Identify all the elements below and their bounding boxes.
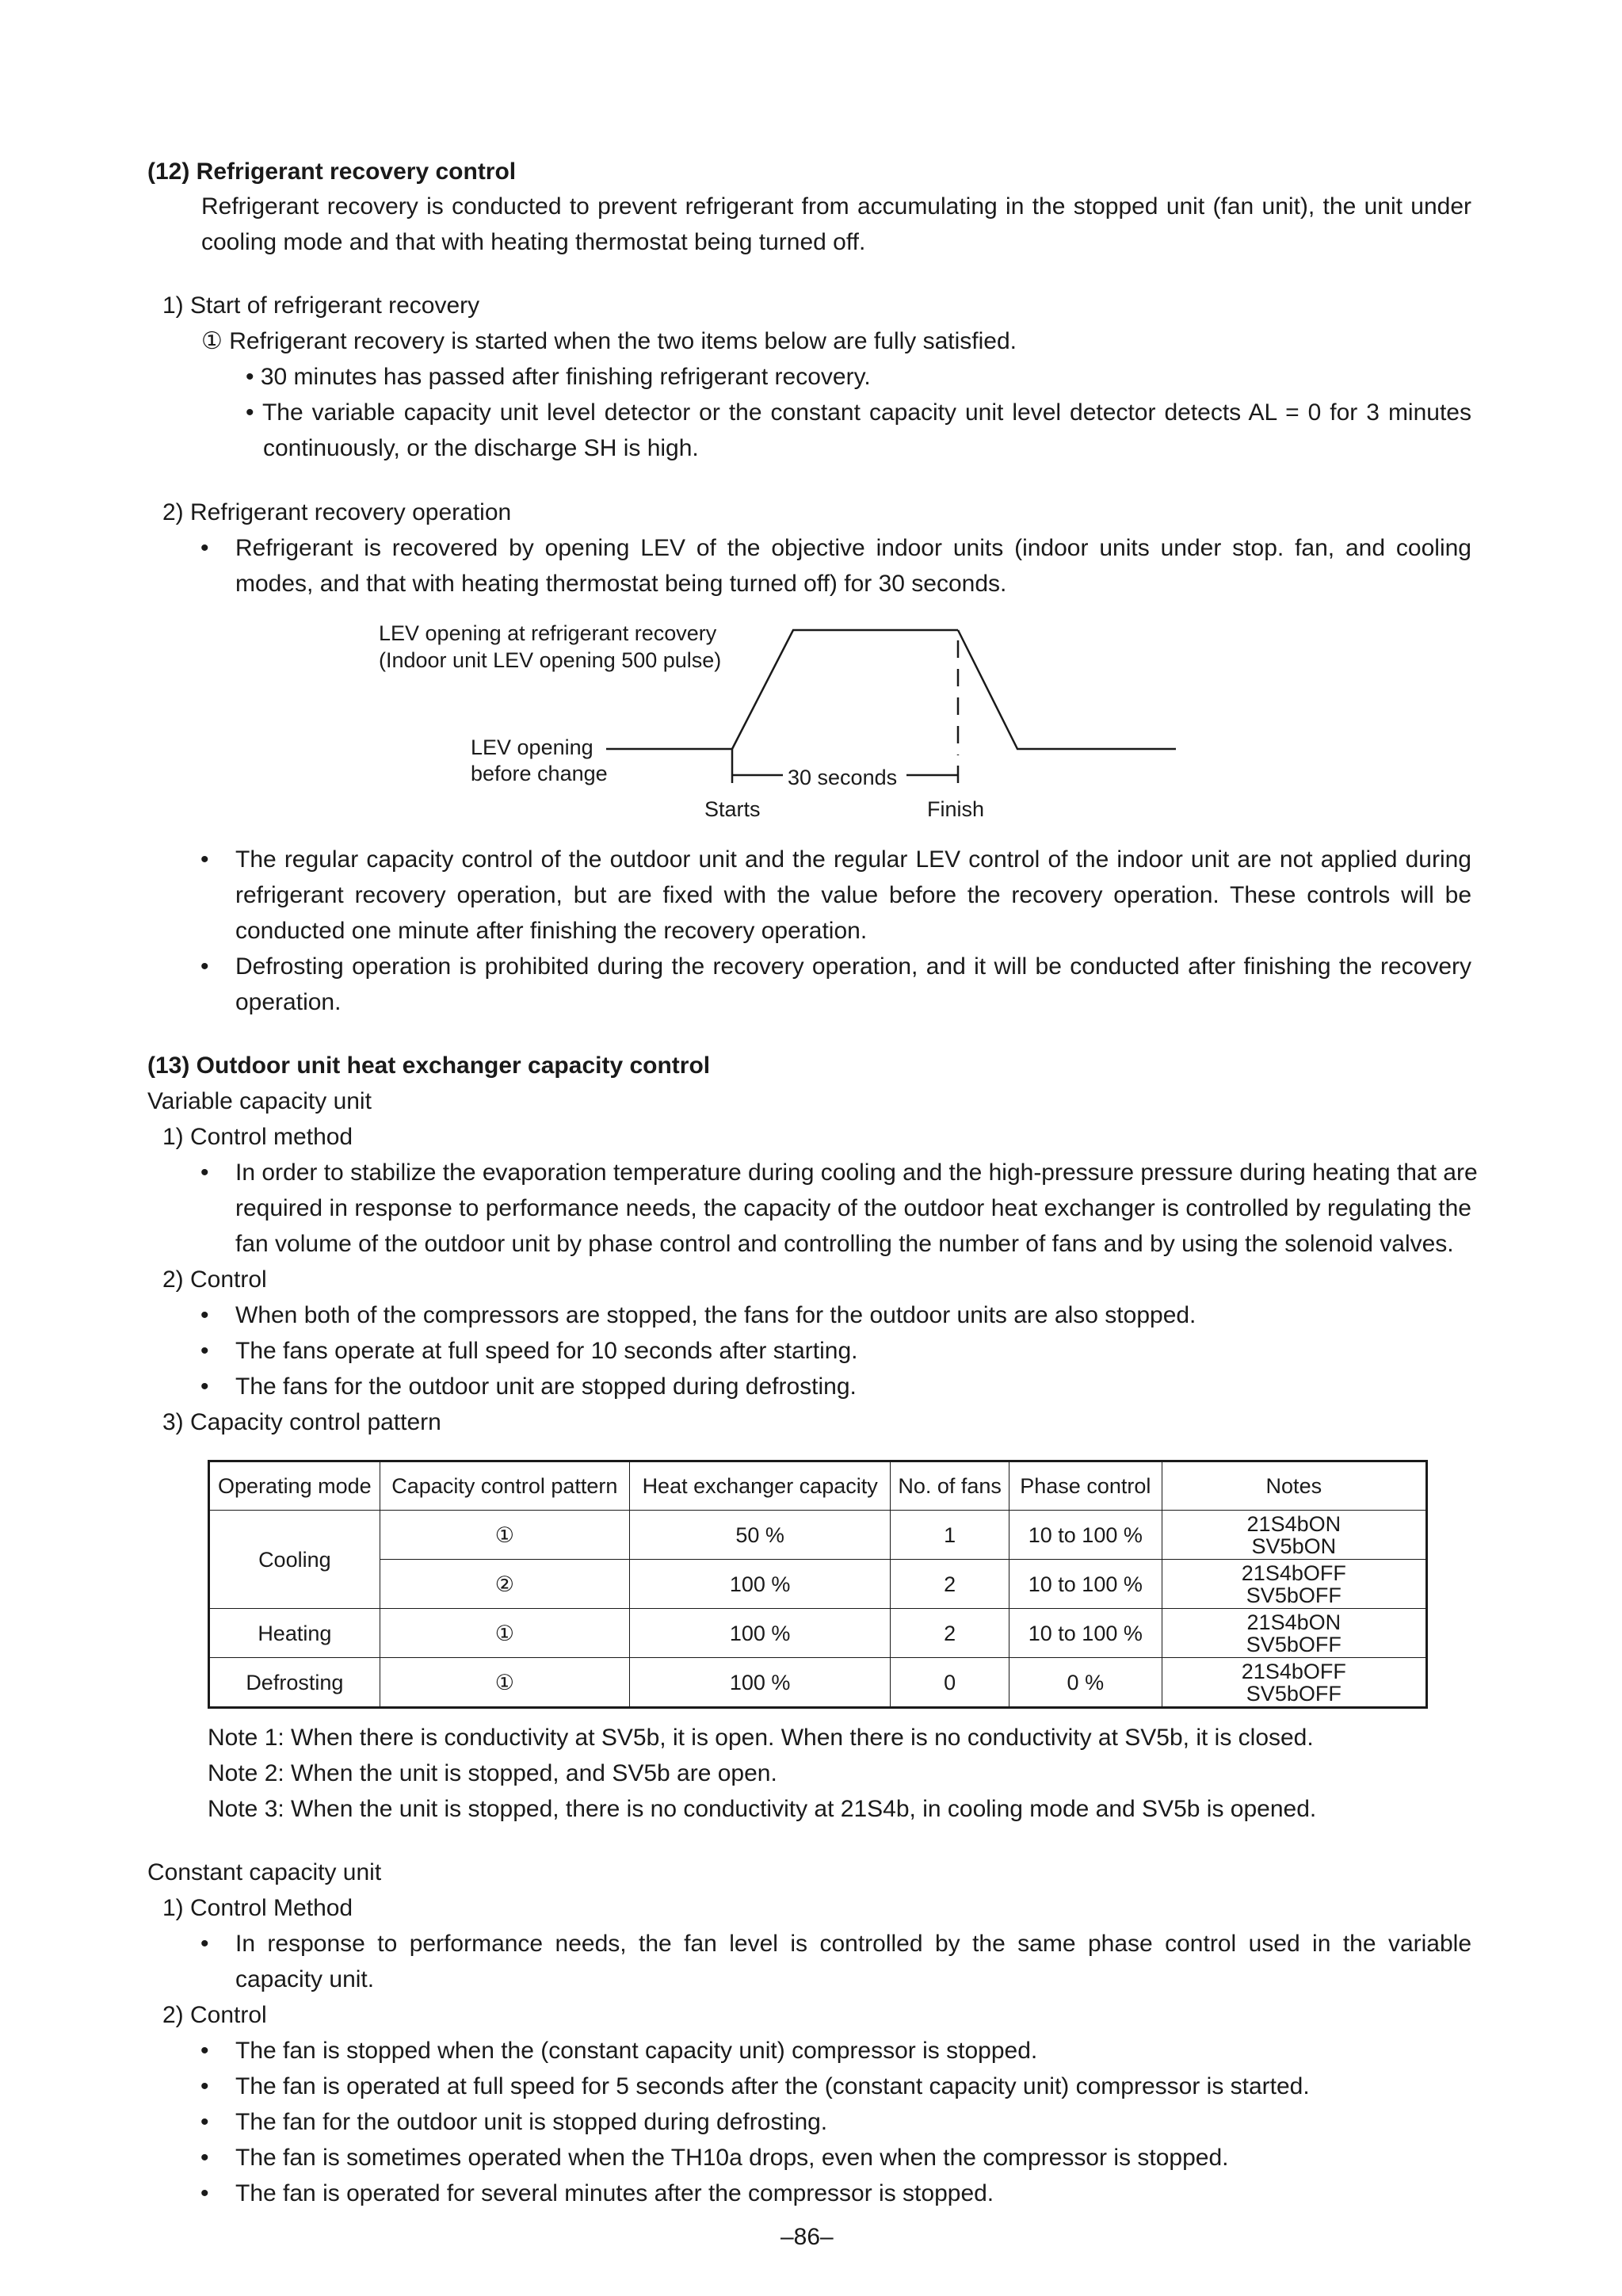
header-notes: Notes bbox=[1162, 1461, 1426, 1511]
v-item-3-title: 3) Capacity control pattern bbox=[162, 1409, 441, 1435]
header-phase-control: Phase control bbox=[1009, 1461, 1162, 1511]
bullet-marker: • bbox=[200, 2073, 209, 2099]
cell-mode-heating: Heating bbox=[209, 1609, 380, 1658]
header-no-of-fans: No. of fans bbox=[891, 1461, 1009, 1511]
section-13-heading: (13) Outdoor unit heat exchanger capacity control bbox=[147, 1052, 711, 1079]
note-line: SV5bON bbox=[1251, 1534, 1337, 1558]
cell-fans: 1 bbox=[891, 1511, 1009, 1560]
ramp-up-and-plateau bbox=[732, 630, 958, 749]
variable-capacity-title: Variable capacity unit bbox=[147, 1088, 372, 1114]
cell-notes bbox=[1162, 1511, 1426, 1560]
bullet-marker: • bbox=[200, 2109, 209, 2135]
page-number: –86– bbox=[780, 2224, 834, 2250]
section-12-intro-line-1: Refrigerant recovery is conducted to prevent refrigerant from accumulating in the stopped unit (fan unit), the unit under bbox=[201, 193, 1471, 220]
item-2-bullet-1-line-1: Refrigerant is recovered by opening LEV of the objective indoor units (indoor units under stop. fan, and cooling bbox=[235, 535, 1471, 561]
v-item-1-bullet-line-3: fan volume of the outdoor unit by phase control and controlling the number of fans and by using the solenoid valves. bbox=[235, 1231, 1454, 1257]
diagram-label-start: Starts bbox=[704, 797, 761, 821]
item-1-condition: ① Refrigerant recovery is started when the two items below are fully satisfied. bbox=[201, 328, 1017, 354]
bullet-marker: • bbox=[200, 1159, 209, 1186]
diagram-label-top-2: (Indoor unit LEV opening 500 pulse) bbox=[379, 648, 722, 672]
diagram-label-duration: 30 seconds bbox=[788, 766, 898, 789]
note-line: SV5bOFF bbox=[1246, 1681, 1341, 1706]
c-item-2-bullet-2: The fan is operated at full speed for 5 seconds after the (constant capacity unit) compressor is started. bbox=[235, 2073, 1310, 2099]
cell-fans: 0 bbox=[891, 1658, 1009, 1708]
table-header-row bbox=[209, 1461, 1427, 1511]
item-2-bullet-3-line-2: operation. bbox=[235, 989, 342, 1015]
c-item-2-bullet-4: The fan is sometimes operated when the TH10a drops, even when the compressor is stopped. bbox=[235, 2145, 1229, 2171]
cell-phase: 10 to 100 % bbox=[1009, 1560, 1162, 1609]
table-row bbox=[209, 1609, 1427, 1658]
diagram-label-before-2: before change bbox=[471, 762, 608, 785]
bullet-marker: • bbox=[200, 846, 209, 873]
cell-mode-cooling: Cooling bbox=[209, 1511, 380, 1609]
v-item-2-bullet-3: The fans for the outdoor unit are stopped during defrosting. bbox=[235, 1373, 857, 1400]
cell-fans: 2 bbox=[891, 1609, 1009, 1658]
note-line: 21S4bON bbox=[1246, 1610, 1341, 1634]
section-12-heading: (12) Refrigerant recovery control bbox=[147, 159, 517, 185]
diagram-label-before-1: LEV opening bbox=[471, 735, 593, 759]
note-line: SV5bOFF bbox=[1246, 1583, 1341, 1607]
cell-pattern: ① bbox=[380, 1658, 629, 1708]
c-item-2-bullet-3: The fan for the outdoor unit is stopped during defrosting. bbox=[235, 2109, 828, 2135]
c-item-2-title: 2) Control bbox=[162, 2002, 267, 2028]
diagram-label-top-1: LEV opening at refrigerant recovery bbox=[379, 621, 717, 645]
item-2-bullet-2-line-2: refrigerant recovery operation, but are fixed with the value before the recovery operation. These controls will be bbox=[235, 882, 1471, 908]
v-item-1-bullet-line-1: In order to stabilize the evaporation temperature during cooling and the high-pressure pressure during heating that are bbox=[235, 1159, 1478, 1186]
bullet-marker: • bbox=[200, 535, 209, 561]
header-capacity-pattern: Capacity control pattern bbox=[380, 1461, 629, 1511]
constant-capacity-title: Constant capacity unit bbox=[147, 1859, 382, 1885]
table-row bbox=[209, 1511, 1427, 1560]
cell-notes bbox=[1162, 1560, 1426, 1609]
note-line: SV5bOFF bbox=[1246, 1632, 1341, 1656]
c-item-1-title: 1) Control Method bbox=[162, 1895, 353, 1921]
bullet-marker: • bbox=[200, 1338, 209, 1364]
bullet-marker: • bbox=[200, 1931, 209, 1957]
item-1-bullet-1: • 30 minutes has passed after finishing refrigerant recovery. bbox=[246, 364, 871, 390]
cell-pattern: ① bbox=[380, 1511, 629, 1560]
cell-capacity: 100 % bbox=[630, 1609, 891, 1658]
cell-notes bbox=[1162, 1658, 1426, 1708]
table-note-3: Note 3: When the unit is stopped, there is no conductivity at 21S4b, in cooling mode and SV5b is opened. bbox=[208, 1796, 1317, 1822]
table-note-1: Note 1: When there is conductivity at SV5b, it is open. When there is no conductivity at SV5b, it is closed. bbox=[208, 1725, 1314, 1751]
note-line: 21S4bON bbox=[1246, 1511, 1341, 1536]
item-1-bullet-2-line-1: • The variable capacity unit level detector or the constant capacity unit level detector detects AL = 0 for 3 minutes bbox=[246, 399, 1471, 426]
c-item-1-bullet-line-1: In response to performance needs, the fan level is controlled by the same phase control used in the variable bbox=[235, 1931, 1471, 1957]
c-item-2-bullet-1: The fan is stopped when the (constant capacity unit) compressor is stopped. bbox=[235, 2038, 1038, 2064]
cell-pattern: ② bbox=[380, 1560, 629, 1609]
bullet-marker: • bbox=[200, 1302, 209, 1328]
bullet-marker: • bbox=[200, 953, 209, 980]
item-2-bullet-2-line-1: The regular capacity control of the outdoor unit and the regular LEV control of the indoor unit are not applied during bbox=[235, 846, 1471, 873]
c-item-2-bullet-5: The fan is operated for several minutes after the compressor is stopped. bbox=[235, 2180, 994, 2206]
cell-phase: 10 to 100 % bbox=[1009, 1609, 1162, 1658]
capacity-control-table bbox=[208, 1460, 1428, 1709]
bullet-marker: • bbox=[200, 2038, 209, 2064]
table-row bbox=[209, 1560, 1427, 1609]
v-item-2-bullet-2: The fans operate at full speed for 10 seconds after starting. bbox=[235, 1338, 858, 1364]
cell-mode-defrosting: Defrosting bbox=[209, 1658, 380, 1708]
cell-pattern: ① bbox=[380, 1609, 629, 1658]
cell-phase: 10 to 100 % bbox=[1009, 1511, 1162, 1560]
bullet-marker: • bbox=[200, 1373, 209, 1400]
v-item-1-bullet-line-2: required in response to performance needs, the capacity of the outdoor heat exchanger is controlled by regulating the bbox=[235, 1195, 1471, 1221]
item-2-bullet-2-line-3: conducted one minute after finishing the recovery operation. bbox=[235, 918, 868, 944]
note-line: 21S4bOFF bbox=[1241, 1659, 1346, 1683]
item-1-bullet-2-line-2: continuously, or the discharge SH is high. bbox=[263, 435, 699, 461]
diagram-label-finish: Finish bbox=[927, 797, 985, 821]
bullet-marker: • bbox=[200, 2180, 209, 2206]
header-heat-exchanger-capacity: Heat exchanger capacity bbox=[630, 1461, 891, 1511]
table-note-2: Note 2: When the unit is stopped, and SV5b are open. bbox=[208, 1760, 777, 1786]
v-item-2-bullet-1: When both of the compressors are stopped, the fans for the outdoor units are also stopped. bbox=[235, 1302, 1196, 1328]
bullet-marker: • bbox=[200, 2145, 209, 2171]
item-2-bullet-3-line-1: Defrosting operation is prohibited during the recovery operation, and it will be conducted after finishing the recovery bbox=[235, 953, 1471, 980]
v-item-1-title: 1) Control method bbox=[162, 1124, 353, 1150]
ramp-down-and-baseline bbox=[958, 630, 1176, 749]
item-1-title: 1) Start of refrigerant recovery bbox=[162, 292, 480, 319]
cell-phase: 0 % bbox=[1009, 1658, 1162, 1708]
c-item-1-bullet-line-2: capacity unit. bbox=[235, 1966, 375, 1992]
cell-fans: 2 bbox=[891, 1560, 1009, 1609]
cell-capacity: 100 % bbox=[630, 1658, 891, 1708]
item-2-bullet-1-line-2: modes, and that with heating thermostat being turned off) for 30 seconds. bbox=[235, 571, 1007, 597]
cell-capacity: 100 % bbox=[630, 1560, 891, 1609]
item-2-title: 2) Refrigerant recovery operation bbox=[162, 499, 512, 525]
v-item-2-title: 2) Control bbox=[162, 1266, 267, 1293]
note-line: 21S4bOFF bbox=[1241, 1561, 1346, 1585]
section-12-intro-line-2: cooling mode and that with heating thermostat being turned off. bbox=[201, 229, 866, 255]
table-row bbox=[209, 1658, 1427, 1708]
lev-opening-diagram bbox=[0, 610, 1622, 828]
cell-notes bbox=[1162, 1609, 1426, 1658]
cell-capacity: 50 % bbox=[630, 1511, 891, 1560]
header-operating-mode: Operating mode bbox=[209, 1461, 380, 1511]
